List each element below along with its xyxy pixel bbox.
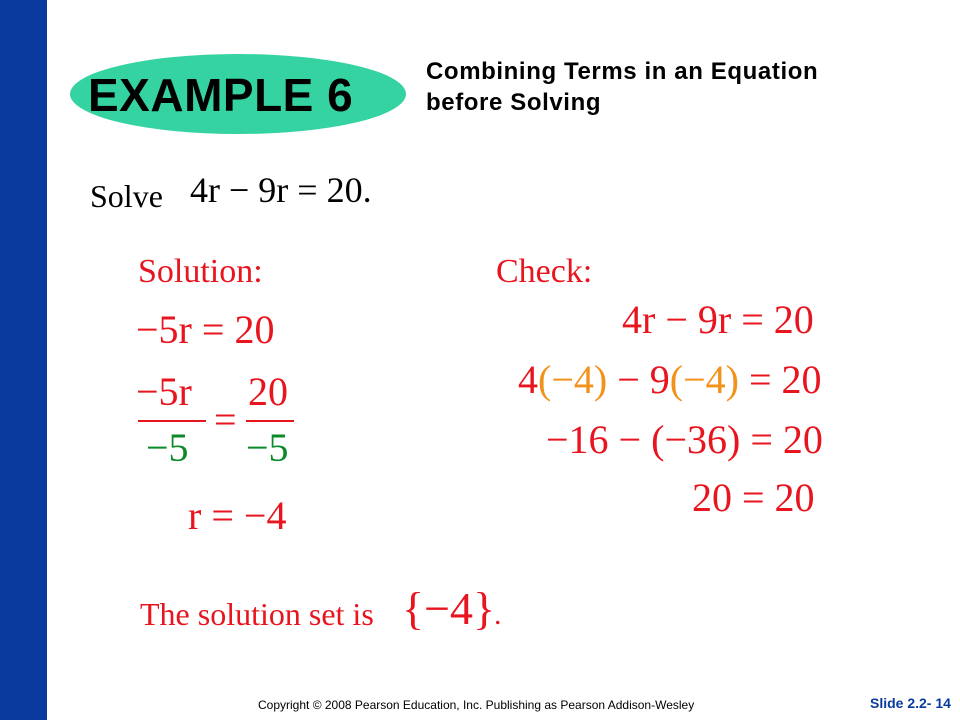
footer-copyright: Copyright © 2008 Pearson Education, Inc. Publishing as Pearson Addison-Wesley bbox=[258, 698, 695, 712]
check-line-4: 20 = 20 bbox=[692, 475, 815, 520]
check-line-2-coef-a: 4 bbox=[518, 357, 538, 402]
fraction-bar-left bbox=[138, 420, 206, 422]
solution-step-1: −5r = 20 bbox=[136, 307, 275, 352]
check-line-3: −16 − (−36) = 20 bbox=[546, 417, 823, 462]
check-line-2-sub-b: (−4) bbox=[669, 357, 739, 402]
step2-numerator-left: −5r bbox=[136, 369, 192, 414]
solve-label: Solve bbox=[90, 178, 163, 214]
step2-denominator-right: −5 bbox=[246, 425, 289, 470]
fraction-bar-right bbox=[246, 420, 294, 422]
slide-number: Slide 2.2- 14 bbox=[870, 695, 951, 711]
solution-step-3: r = −4 bbox=[188, 493, 287, 538]
step2-numerator-right: 20 bbox=[248, 369, 288, 414]
example-badge-label: EXAMPLE 6 bbox=[88, 69, 354, 121]
subtitle-line-2: before Solving bbox=[426, 89, 602, 116]
solution-set-period: . bbox=[494, 598, 502, 631]
check-line-2 bbox=[518, 357, 822, 402]
check-heading: Check: bbox=[496, 253, 593, 290]
check-line-2-rhs: = 20 bbox=[738, 357, 822, 402]
problem-equation: 4r − 9r = 20. bbox=[190, 170, 372, 210]
check-line-1: 4r − 9r = 20 bbox=[622, 297, 814, 342]
step2-equals: = bbox=[214, 397, 237, 442]
check-line-2-sub-a: (−4) bbox=[538, 357, 608, 402]
check-line-2-coef-b: − 9 bbox=[607, 357, 670, 402]
subtitle-line-1: Combining Terms in an Equation bbox=[426, 58, 819, 85]
slide-subtitle bbox=[426, 56, 946, 118]
step2-denominator-left: −5 bbox=[146, 425, 189, 470]
left-accent-bar bbox=[0, 0, 47, 720]
solution-set: {−4} bbox=[402, 583, 496, 634]
conclusion-text: The solution set is bbox=[140, 596, 374, 632]
solution-heading: Solution: bbox=[138, 253, 263, 290]
